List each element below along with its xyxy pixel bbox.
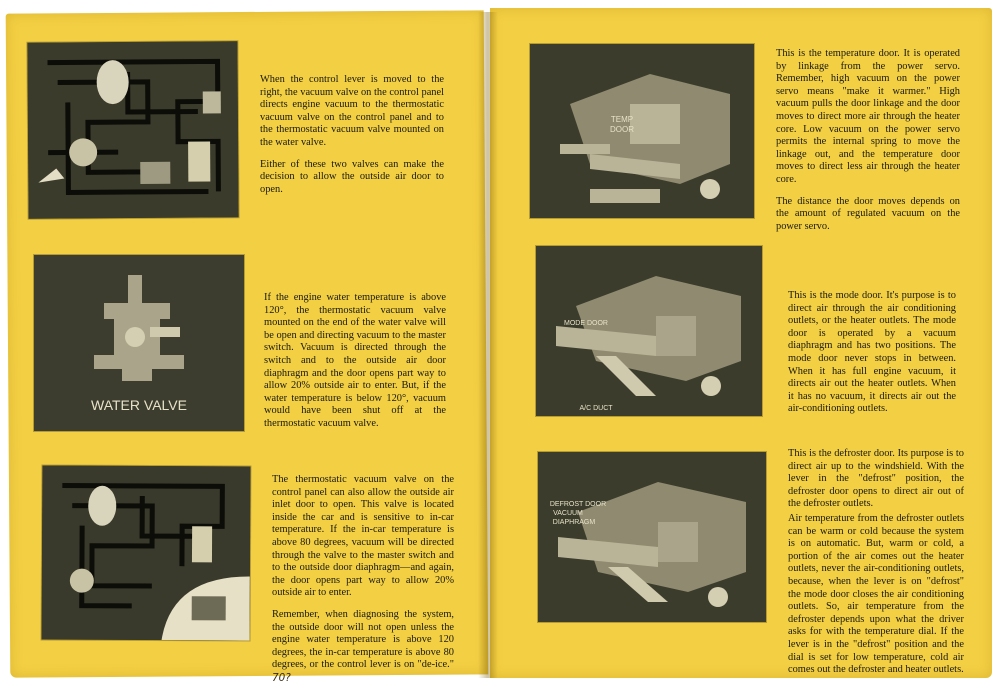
text-block-water-temperature (264, 292, 446, 440)
paragraph: This is the temperature door. It is operated by linkage from the power servo. Remember, high vacuum on the power servo means "make it warmer." High vacuum pulls the door linkage and the door moves to direct more air through the heater core. Low vacuum on the power servo permits the internal spring to move the linkage out, and the temperature door moves to direct less air through the heater core. (776, 48, 960, 185)
text-block-defroster-door (788, 448, 964, 686)
text-block-thermostatic-valve (272, 474, 454, 695)
paragraph: This is the mode door. It's purpose is to direct air through the air conditioning outlets, or the heater outlets. The mode door is operated by a vacuum diaphragm and has two positions. The mode door never stops in between. When it has full engine vacuum, it directs air out the heater outlets. When it has no vacuum, it directs air out the air-conditioning outlets. (788, 290, 956, 415)
handwritten-note: 70? (272, 671, 291, 684)
defroster-door-figure (538, 452, 766, 622)
paragraph: The distance the door moves depends on the amount of regulated vacuum on the power servo. (776, 195, 960, 232)
paragraph: When the control lever is moved to the right, the vacuum valve on the control panel directs engine vacuum to the thermostatic vacuum valve on the control panel and to the thermostatic vacuum valve mounted on the water valve. (260, 74, 444, 148)
paragraph-text: Remember, when diagnosing the system, the outside door will not open unless the engine water temperature is above 120 degrees, the in-car temperature is above 80 degrees, or the control lever is on "de-ice." (272, 608, 454, 671)
water-valve-figure (34, 255, 244, 431)
figure-label-mode-door: MODE DOOR (564, 320, 608, 327)
figure-label-vacuum: VACUUM (553, 510, 583, 517)
in-car-schematic-figure (42, 465, 251, 640)
paragraph: Either of these two valves can make the decision to allow the outside air door to open. (260, 158, 444, 195)
paragraph: This is the defroster door. Its purpose is to direct air up to the windshield. With the lever in the "defrost" position, the defroster door opens to direct air out of the defroster outlets. (788, 448, 964, 510)
figure-label-door: DOOR (610, 125, 634, 134)
text-block-control-lever (260, 74, 444, 205)
paragraph (272, 609, 454, 686)
vacuum-schematic-figure (27, 41, 238, 218)
paragraph: The thermostatic vacuum valve on the control panel can also allow the outside air inlet door to open. This valve is located inside the car and is sensitive to in-car temperature. If the in-car temperature is above 80 degrees, vacuum will be directed through the valve to the master switch and to the outside door diaphragm—and again, the door opens part way to allow 20% outside air to enter. (272, 474, 454, 599)
text-block-mode-door (788, 290, 956, 425)
text-block-temperature-door (776, 48, 960, 242)
figure-label-temp: TEMP (610, 115, 634, 124)
figure-label-diaphragm: DIAPHRAGM (552, 519, 596, 526)
mode-door-figure (536, 246, 762, 416)
figure-label-water-valve: WATER VALVE (91, 397, 187, 413)
figure-label-defrost-door: DEFROST DOOR (549, 501, 607, 508)
paragraph: If the engine water temperature is above 120°, the thermostatic vacuum valve mounted on the end of the water valve will be open and directing vacuum to the master switch. Vacuum is directed through the switch and to the outside air door diaphragm and the door opens part way to allow 20% outside air to enter. But, if the water temperature is below 120°, vacuum would have been shut off at the thermostatic vacuum valve. (264, 292, 446, 429)
figure-label-ac-duct: A/C DUCT (579, 405, 613, 412)
paragraph: Air temperature from the defroster outlets can be warm or cold because the system is on automatic. But, warm or cold, a portion of the air comes out the heater outlets, never the air-conditioning outlets, because, when the lever is on "defrost" the mode door closes the air conditioning outlets. So, air temperature from the defroster depends upon what the driver asks for with the temperature dial. If the lever is in the "defrost" position and the dial is set for low temperature, cold air comes out the defroster and heater outlets. (788, 512, 964, 676)
temp-door-figure (530, 44, 754, 218)
page-gutter (478, 12, 498, 678)
